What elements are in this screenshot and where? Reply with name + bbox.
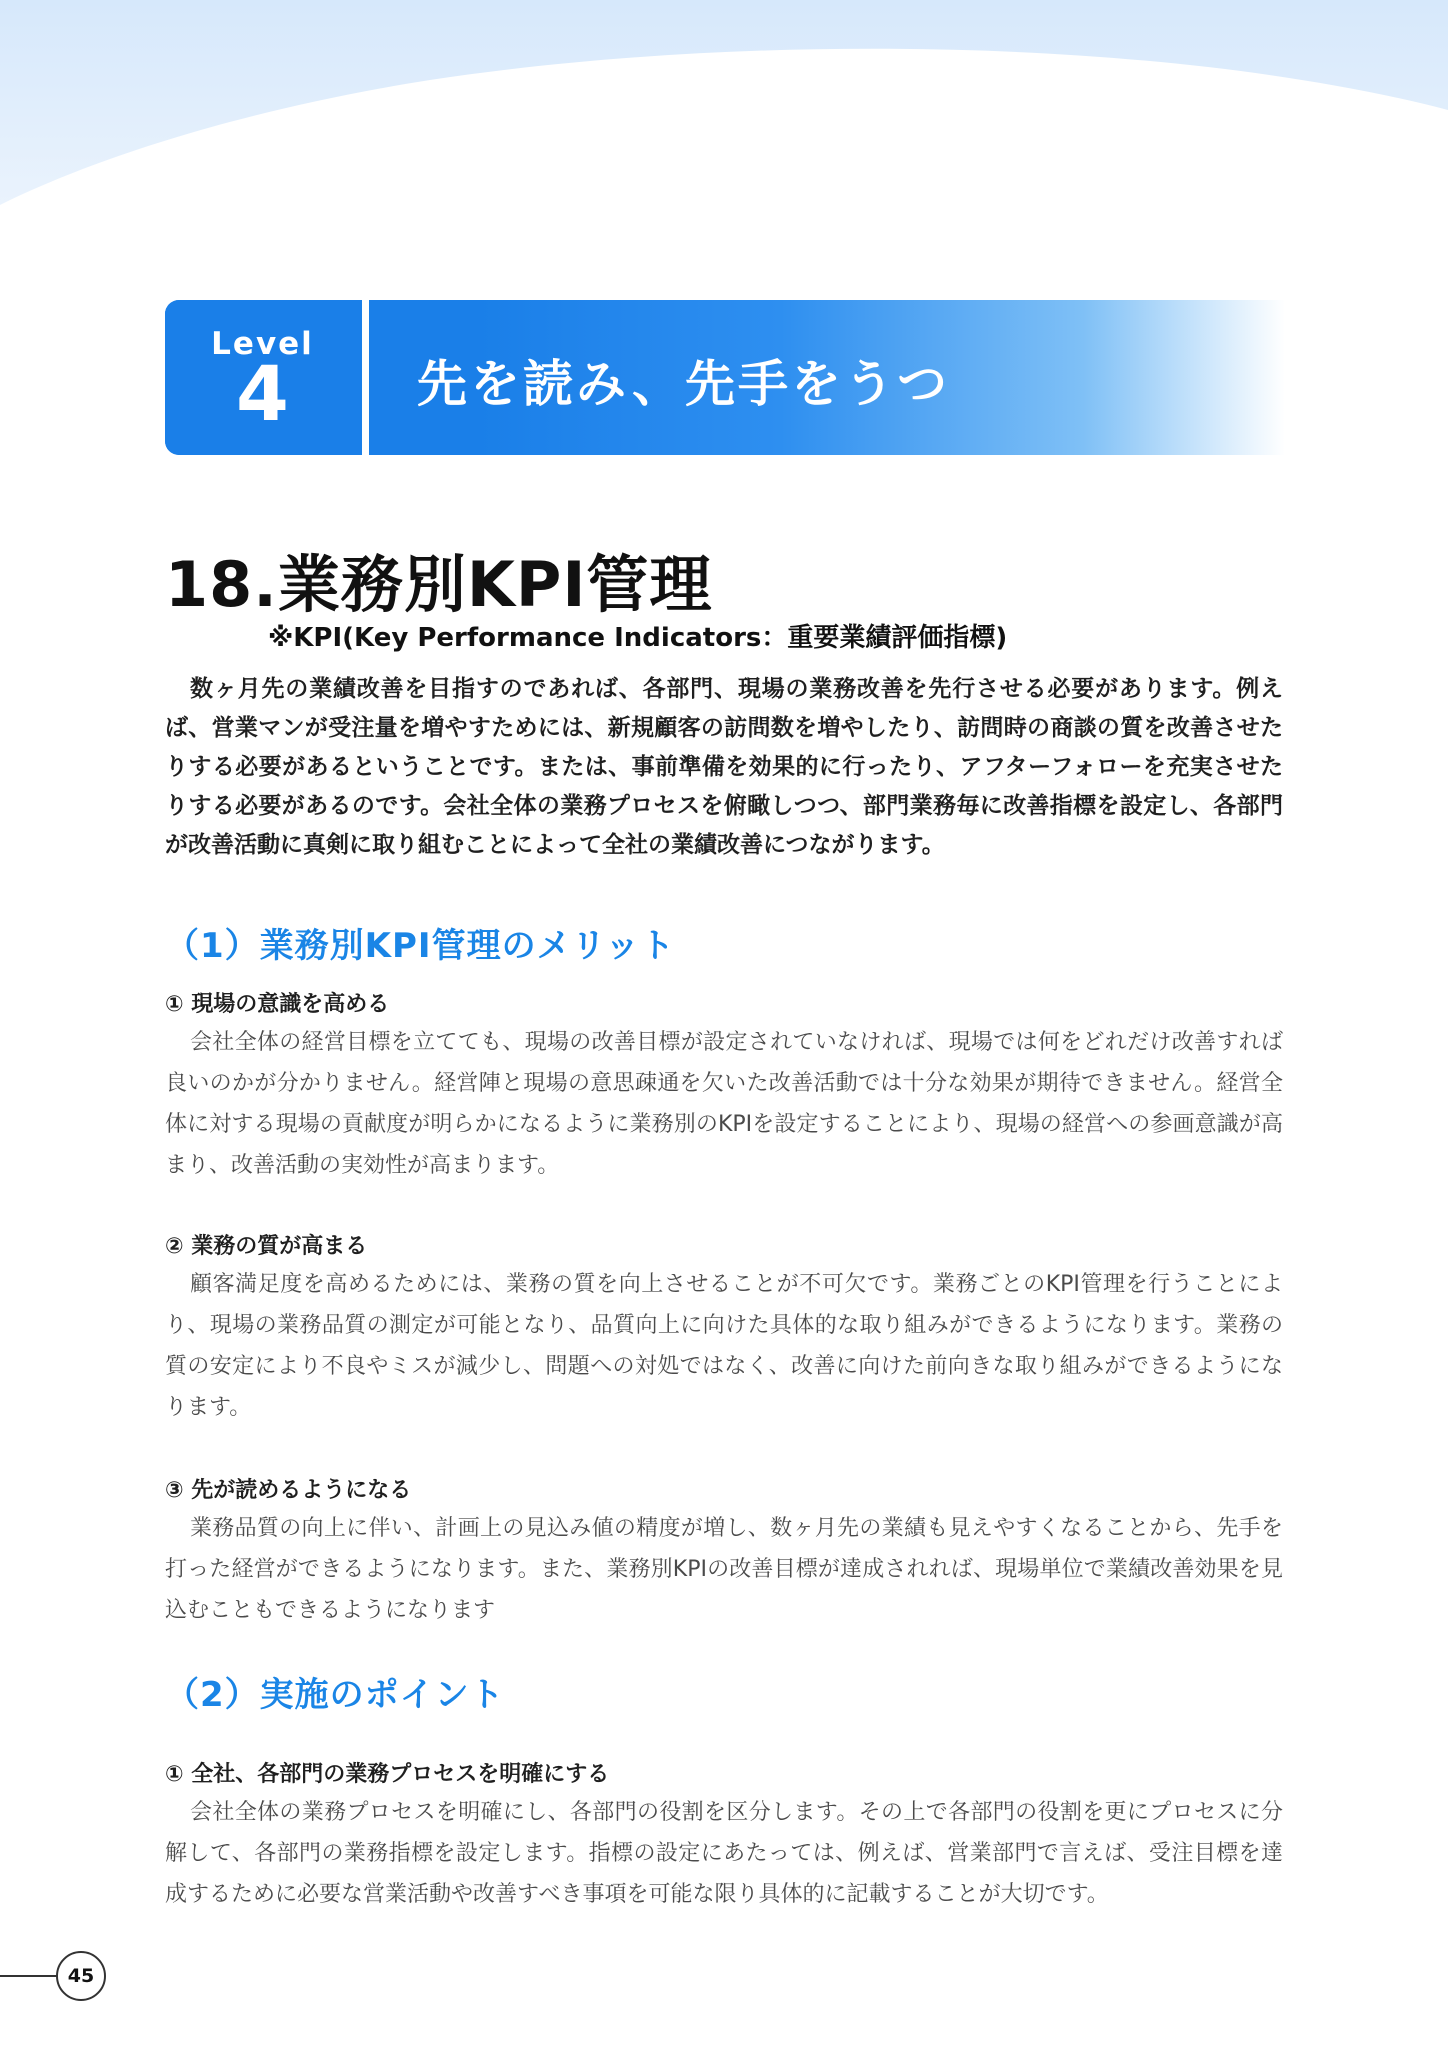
header-wave-decoration <box>0 0 1448 260</box>
point-1-title: ① 全社、各部門の業務プロセスを明確にする <box>165 1762 610 1787</box>
level-word: Level <box>211 326 314 362</box>
merit-2-body: 顧客満足度を高めるためには、業務の質を向上させることが不可欠です。業務ごとのKPI管理を行うことにより、現場の業務品質の測定が可能となり、品質向上に向けた具体的な取り組みができるようになります。業務の質の安定により不良やミスが減少し、問題への対処ではなく、改善に向けた前向きな取り組みができるようになります。 <box>165 1272 1283 1420</box>
section-heading-merits: （1）業務別KPI管理のメリット <box>165 926 676 966</box>
merit-3-title: ③ 先が読めるようになる <box>165 1478 412 1503</box>
level-banner <box>165 300 1285 455</box>
section-heading-points: （2）実施のポイント <box>165 1675 505 1715</box>
merit-3-body: 業務品質の向上に伴い、計画上の見込み値の精度が増し、数ヶ月先の業績も見えやすくなることから、先手を打った経営ができるようになります。また、業務別KPIの改善目標が達成されれば、現場単位で業績改善効果を見込むこともできるようになります <box>165 1516 1283 1623</box>
intro-paragraph: 数ヶ月先の業績改善を目指すのであれば、各部門、現場の業務改善を先行させる必要があります。例えば、営業マンが受注量を増やすためには、新規顧客の訪問数を増やしたり、訪問時の商談の質を改善させたりする必要があるということです。または、事前準備を効果的に行ったり、アフターフォローを充実させたりする必要があるのです。会社全体の業務プロセスを俯瞰しつつ、部門業務毎に改善指標を設定し、各部門が改善活動に真剣に取り組むことによって全社の業績改善につながります。 <box>165 676 1284 858</box>
level-badge <box>165 300 360 455</box>
merit-1-body: 会社全体の経営目標を立てても、現場の改善目標が設定されていなければ、現場では何をどれだけ改善すれば良いのかが分かりません。経営陣と現場の意思疎通を欠いた改善活動では十分な効果が期待できません。経営全体に対する現場の貢献度が明らかになるように業務別のKPIを設定することにより、現場の経営への参画意識が高まり、改善活動の実効性が高まります。 <box>165 1030 1283 1178</box>
merit-2-title: ② 業務の質が高まる <box>165 1234 368 1259</box>
level-divider <box>362 300 369 455</box>
point-1-body: 会社全体の業務プロセスを明確にし、各部門の役割を区分します。その上で各部門の役割を更にプロセスに分解して、各部門の業務指標を設定します。指標の設定にあたっては、例えば、営業部門で言えば、受注目標を達成するために必要な営業活動や改善すべき事項を可能な限り具体的に記載することが大切です。 <box>165 1800 1283 1907</box>
footer-line <box>0 1975 60 1977</box>
level-title: 先を読み、先手をうつ <box>417 355 950 413</box>
merit-1-title: ① 現場の意識を高める <box>165 992 390 1017</box>
level-number: 4 <box>236 349 289 438</box>
page-subtitle: ※KPI(Key Performance Indicators：重要業績評価指標) <box>268 623 1008 653</box>
page-number: 45 <box>56 1951 106 2001</box>
page-title: 18.業務別KPI管理 <box>165 548 713 621</box>
